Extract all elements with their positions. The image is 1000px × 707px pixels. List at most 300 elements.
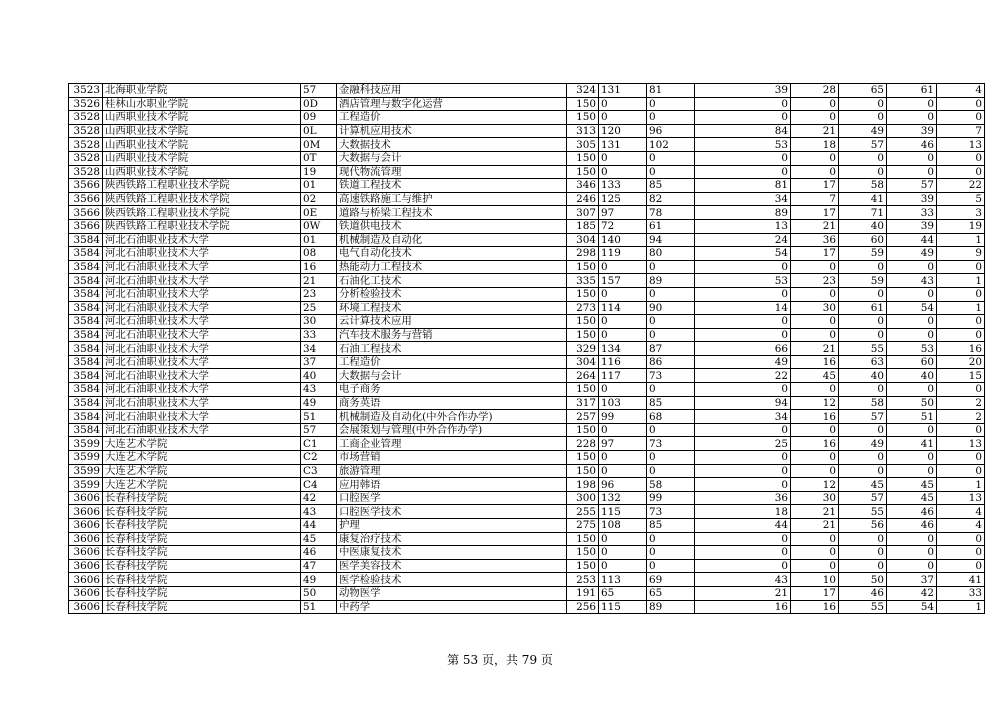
- col-10-cell: 49: [839, 437, 887, 451]
- col-10-cell: 0: [839, 451, 887, 465]
- major-code-cell: 0D: [301, 97, 337, 111]
- col-8-cell: 0: [695, 451, 791, 465]
- major-code-cell: 51: [301, 410, 337, 424]
- col-12-cell: 13: [937, 491, 985, 505]
- col-8-cell: 0: [695, 97, 791, 111]
- col-10-cell: 49: [839, 124, 887, 138]
- col-10-cell: 0: [839, 111, 887, 125]
- major-name-cell: 酒店管理与数字化运营: [337, 97, 567, 111]
- table-row: [69, 84, 985, 98]
- col-11-cell: 40: [887, 369, 937, 383]
- school-code-cell: 3584: [69, 274, 103, 288]
- plan-total-cell: 150: [567, 328, 599, 342]
- col-8-cell: 94: [695, 396, 791, 410]
- major-code-cell: 21: [301, 274, 337, 288]
- col-8-cell: 16: [695, 600, 791, 614]
- col-11-cell: 37: [887, 573, 937, 587]
- table-row: [69, 586, 985, 600]
- col-12-cell: 1: [937, 274, 985, 288]
- table-row: [69, 464, 985, 478]
- col-9-cell: 12: [791, 478, 839, 492]
- col-7-cell: 82: [647, 192, 695, 206]
- school-code-cell: 3584: [69, 233, 103, 247]
- col-11-cell: 39: [887, 219, 937, 233]
- col-11-cell: 0: [887, 383, 937, 397]
- school-code-cell: 3584: [69, 383, 103, 397]
- major-code-cell: 02: [301, 192, 337, 206]
- col-11-cell: 61: [887, 84, 937, 98]
- col-12-cell: 7: [937, 124, 985, 138]
- table-row: [69, 192, 985, 206]
- col-11-cell: 33: [887, 206, 937, 220]
- col-12-cell: 41: [937, 573, 985, 587]
- major-name-cell: 护理: [337, 519, 567, 533]
- school-name-cell: 山西职业技术学院: [103, 138, 301, 152]
- school-code-cell: 3584: [69, 355, 103, 369]
- plan-total-cell: 346: [567, 179, 599, 193]
- plan-total-cell: 150: [567, 423, 599, 437]
- school-code-cell: 3606: [69, 546, 103, 560]
- col-6-cell: 65: [599, 586, 647, 600]
- col-7-cell: 0: [647, 546, 695, 560]
- major-code-cell: C2: [301, 451, 337, 465]
- major-code-cell: 0L: [301, 124, 337, 138]
- col-9-cell: 7: [791, 192, 839, 206]
- col-12-cell: 4: [937, 505, 985, 519]
- table-row: [69, 287, 985, 301]
- major-code-cell: 43: [301, 383, 337, 397]
- col-9-cell: 0: [791, 151, 839, 165]
- col-9-cell: 0: [791, 532, 839, 546]
- col-9-cell: 30: [791, 491, 839, 505]
- col-6-cell: 134: [599, 342, 647, 356]
- plan-total-cell: 256: [567, 600, 599, 614]
- school-code-cell: 3584: [69, 328, 103, 342]
- plan-total-cell: 317: [567, 396, 599, 410]
- major-name-cell: 石油工程技术: [337, 342, 567, 356]
- col-8-cell: 0: [695, 287, 791, 301]
- col-10-cell: 0: [839, 165, 887, 179]
- col-10-cell: 56: [839, 519, 887, 533]
- school-name-cell: 山西职业技术学院: [103, 111, 301, 125]
- col-7-cell: 78: [647, 206, 695, 220]
- col-9-cell: 12: [791, 396, 839, 410]
- major-name-cell: 铁道工程技术: [337, 179, 567, 193]
- school-name-cell: 河北石油职业技术大学: [103, 274, 301, 288]
- col-7-cell: 85: [647, 179, 695, 193]
- plan-total-cell: 150: [567, 546, 599, 560]
- col-10-cell: 0: [839, 383, 887, 397]
- col-11-cell: 0: [887, 532, 937, 546]
- col-10-cell: 57: [839, 410, 887, 424]
- school-name-cell: 陕西铁路工程职业技术学院: [103, 192, 301, 206]
- school-code-cell: 3584: [69, 410, 103, 424]
- col-10-cell: 0: [839, 423, 887, 437]
- table-row: [69, 301, 985, 315]
- col-8-cell: 66: [695, 342, 791, 356]
- col-12-cell: 13: [937, 138, 985, 152]
- col-12-cell: 19: [937, 219, 985, 233]
- col-12-cell: 2: [937, 410, 985, 424]
- school-code-cell: 3523: [69, 84, 103, 98]
- col-12-cell: 16: [937, 342, 985, 356]
- col-6-cell: 0: [599, 383, 647, 397]
- col-10-cell: 40: [839, 219, 887, 233]
- major-name-cell: 大数据与会计: [337, 151, 567, 165]
- plan-total-cell: 150: [567, 260, 599, 274]
- school-code-cell: 3606: [69, 505, 103, 519]
- major-name-cell: 道路与桥梁工程技术: [337, 206, 567, 220]
- table-row: [69, 505, 985, 519]
- col-11-cell: 0: [887, 287, 937, 301]
- major-code-cell: 16: [301, 260, 337, 274]
- col-10-cell: 40: [839, 369, 887, 383]
- major-code-cell: 08: [301, 247, 337, 261]
- school-name-cell: 长春科技学院: [103, 505, 301, 519]
- col-7-cell: 99: [647, 491, 695, 505]
- school-name-cell: 河北石油职业技术大学: [103, 369, 301, 383]
- col-8-cell: 0: [695, 423, 791, 437]
- col-8-cell: 39: [695, 84, 791, 98]
- plan-total-cell: 335: [567, 274, 599, 288]
- table-row: [69, 355, 985, 369]
- col-12-cell: 15: [937, 369, 985, 383]
- school-name-cell: 河北石油职业技术大学: [103, 287, 301, 301]
- col-10-cell: 0: [839, 546, 887, 560]
- table-row: [69, 97, 985, 111]
- col-7-cell: 96: [647, 124, 695, 138]
- table-row: [69, 219, 985, 233]
- major-code-cell: C4: [301, 478, 337, 492]
- col-9-cell: 21: [791, 505, 839, 519]
- plan-total-cell: 150: [567, 151, 599, 165]
- school-code-cell: 3599: [69, 464, 103, 478]
- school-name-cell: 河北石油职业技术大学: [103, 328, 301, 342]
- school-code-cell: 3584: [69, 315, 103, 329]
- major-name-cell: 铁道供电技术: [337, 219, 567, 233]
- major-name-cell: 金融科技应用: [337, 84, 567, 98]
- plan-total-cell: 264: [567, 369, 599, 383]
- col-12-cell: 0: [937, 165, 985, 179]
- col-6-cell: 108: [599, 519, 647, 533]
- col-9-cell: 18: [791, 138, 839, 152]
- col-12-cell: 20: [937, 355, 985, 369]
- school-name-cell: 陕西铁路工程职业技术学院: [103, 206, 301, 220]
- col-8-cell: 54: [695, 247, 791, 261]
- major-code-cell: 57: [301, 84, 337, 98]
- col-7-cell: 102: [647, 138, 695, 152]
- col-7-cell: 68: [647, 410, 695, 424]
- table-row: [69, 396, 985, 410]
- major-name-cell: 口腔医学: [337, 491, 567, 505]
- col-10-cell: 65: [839, 84, 887, 98]
- plan-total-cell: 150: [567, 559, 599, 573]
- col-8-cell: 22: [695, 369, 791, 383]
- col-11-cell: 46: [887, 505, 937, 519]
- col-9-cell: 17: [791, 179, 839, 193]
- major-name-cell: 口腔医学技术: [337, 505, 567, 519]
- col-10-cell: 57: [839, 491, 887, 505]
- major-name-cell: 商务英语: [337, 396, 567, 410]
- col-10-cell: 0: [839, 328, 887, 342]
- col-8-cell: 13: [695, 219, 791, 233]
- col-10-cell: 50: [839, 573, 887, 587]
- school-code-cell: 3606: [69, 600, 103, 614]
- col-9-cell: 23: [791, 274, 839, 288]
- col-8-cell: 25: [695, 437, 791, 451]
- plan-total-cell: 150: [567, 315, 599, 329]
- col-9-cell: 0: [791, 97, 839, 111]
- table-row: [69, 315, 985, 329]
- plan-total-cell: 300: [567, 491, 599, 505]
- major-name-cell: 动物医学: [337, 586, 567, 600]
- col-12-cell: 22: [937, 179, 985, 193]
- table-row: [69, 600, 985, 614]
- col-9-cell: 16: [791, 410, 839, 424]
- school-code-cell: 3528: [69, 138, 103, 152]
- col-11-cell: 39: [887, 124, 937, 138]
- col-6-cell: 103: [599, 396, 647, 410]
- col-7-cell: 0: [647, 315, 695, 329]
- col-9-cell: 0: [791, 546, 839, 560]
- school-name-cell: 大连艺术学院: [103, 478, 301, 492]
- col-8-cell: 34: [695, 192, 791, 206]
- col-6-cell: 96: [599, 478, 647, 492]
- school-code-cell: 3566: [69, 179, 103, 193]
- major-code-cell: 0E: [301, 206, 337, 220]
- school-code-cell: 3606: [69, 491, 103, 505]
- col-12-cell: 0: [937, 423, 985, 437]
- major-name-cell: 工程造价: [337, 355, 567, 369]
- col-9-cell: 0: [791, 165, 839, 179]
- col-6-cell: 0: [599, 451, 647, 465]
- school-name-cell: 大连艺术学院: [103, 437, 301, 451]
- plan-total-cell: 257: [567, 410, 599, 424]
- major-name-cell: 医学检验技术: [337, 573, 567, 587]
- school-code-cell: 3599: [69, 451, 103, 465]
- col-9-cell: 0: [791, 260, 839, 274]
- col-11-cell: 57: [887, 179, 937, 193]
- major-name-cell: 工程造价: [337, 111, 567, 125]
- col-12-cell: 4: [937, 84, 985, 98]
- col-11-cell: 45: [887, 491, 937, 505]
- school-name-cell: 长春科技学院: [103, 546, 301, 560]
- major-name-cell: 中药学: [337, 600, 567, 614]
- col-12-cell: 0: [937, 559, 985, 573]
- school-code-cell: 3584: [69, 260, 103, 274]
- col-7-cell: 81: [647, 84, 695, 98]
- table-row: [69, 437, 985, 451]
- plan-total-cell: 150: [567, 532, 599, 546]
- col-10-cell: 0: [839, 464, 887, 478]
- plan-total-cell: 150: [567, 111, 599, 125]
- col-9-cell: 21: [791, 519, 839, 533]
- col-7-cell: 73: [647, 505, 695, 519]
- col-11-cell: 50: [887, 396, 937, 410]
- col-7-cell: 73: [647, 369, 695, 383]
- school-name-cell: 北海职业学院: [103, 84, 301, 98]
- major-code-cell: 30: [301, 315, 337, 329]
- col-11-cell: 60: [887, 355, 937, 369]
- school-name-cell: 河北石油职业技术大学: [103, 301, 301, 315]
- data-table: [68, 83, 985, 614]
- major-code-cell: 57: [301, 423, 337, 437]
- col-6-cell: 0: [599, 151, 647, 165]
- school-code-cell: 3584: [69, 396, 103, 410]
- school-name-cell: 长春科技学院: [103, 573, 301, 587]
- school-name-cell: 桂林山水职业学院: [103, 97, 301, 111]
- col-11-cell: 0: [887, 423, 937, 437]
- col-7-cell: 0: [647, 260, 695, 274]
- col-10-cell: 0: [839, 151, 887, 165]
- col-6-cell: 0: [599, 328, 647, 342]
- col-6-cell: 116: [599, 355, 647, 369]
- plan-total-cell: 246: [567, 192, 599, 206]
- school-name-cell: 山西职业技术学院: [103, 151, 301, 165]
- col-11-cell: 51: [887, 410, 937, 424]
- col-11-cell: 46: [887, 519, 937, 533]
- major-name-cell: 分析检验技术: [337, 287, 567, 301]
- major-name-cell: 环境工程技术: [337, 301, 567, 315]
- col-12-cell: 0: [937, 97, 985, 111]
- col-9-cell: 0: [791, 464, 839, 478]
- major-code-cell: 49: [301, 396, 337, 410]
- plan-total-cell: 307: [567, 206, 599, 220]
- table-row: [69, 206, 985, 220]
- school-name-cell: 长春科技学院: [103, 559, 301, 573]
- col-12-cell: 3: [937, 206, 985, 220]
- school-code-cell: 3528: [69, 165, 103, 179]
- col-12-cell: 1: [937, 301, 985, 315]
- col-9-cell: 16: [791, 355, 839, 369]
- col-9-cell: 30: [791, 301, 839, 315]
- plan-total-cell: 275: [567, 519, 599, 533]
- col-12-cell: 0: [937, 451, 985, 465]
- col-6-cell: 0: [599, 423, 647, 437]
- school-code-cell: 3606: [69, 573, 103, 587]
- col-6-cell: 0: [599, 315, 647, 329]
- col-8-cell: 14: [695, 301, 791, 315]
- col-9-cell: 28: [791, 84, 839, 98]
- col-10-cell: 71: [839, 206, 887, 220]
- table-row: [69, 111, 985, 125]
- col-10-cell: 59: [839, 247, 887, 261]
- col-6-cell: 0: [599, 532, 647, 546]
- plan-total-cell: 329: [567, 342, 599, 356]
- major-name-cell: 会展策划与管理(中外合作办学): [337, 423, 567, 437]
- school-name-cell: 大连艺术学院: [103, 464, 301, 478]
- school-name-cell: 陕西铁路工程职业技术学院: [103, 179, 301, 193]
- major-code-cell: C3: [301, 464, 337, 478]
- table-row: [69, 423, 985, 437]
- col-9-cell: 16: [791, 437, 839, 451]
- plan-total-cell: 255: [567, 505, 599, 519]
- school-name-cell: 大连艺术学院: [103, 451, 301, 465]
- plan-total-cell: 305: [567, 138, 599, 152]
- school-name-cell: 河北石油职业技术大学: [103, 315, 301, 329]
- col-11-cell: 54: [887, 600, 937, 614]
- col-9-cell: 17: [791, 586, 839, 600]
- plan-total-cell: 228: [567, 437, 599, 451]
- col-9-cell: 0: [791, 423, 839, 437]
- table-row: [69, 165, 985, 179]
- school-name-cell: 河北石油职业技术大学: [103, 423, 301, 437]
- table-row: [69, 274, 985, 288]
- table-row: [69, 369, 985, 383]
- col-12-cell: 0: [937, 383, 985, 397]
- table-row: [69, 532, 985, 546]
- table-row: [69, 328, 985, 342]
- col-11-cell: 0: [887, 328, 937, 342]
- col-9-cell: 17: [791, 247, 839, 261]
- plan-total-cell: 150: [567, 464, 599, 478]
- col-7-cell: 90: [647, 301, 695, 315]
- major-code-cell: 46: [301, 546, 337, 560]
- col-12-cell: 0: [937, 546, 985, 560]
- col-8-cell: 53: [695, 138, 791, 152]
- col-10-cell: 63: [839, 355, 887, 369]
- col-10-cell: 0: [839, 532, 887, 546]
- col-8-cell: 49: [695, 355, 791, 369]
- col-6-cell: 99: [599, 410, 647, 424]
- col-6-cell: 133: [599, 179, 647, 193]
- school-code-cell: 3528: [69, 124, 103, 138]
- major-code-cell: 0W: [301, 219, 337, 233]
- major-code-cell: 42: [301, 491, 337, 505]
- school-code-cell: 3526: [69, 97, 103, 111]
- col-11-cell: 43: [887, 274, 937, 288]
- col-11-cell: 0: [887, 151, 937, 165]
- col-8-cell: 0: [695, 559, 791, 573]
- major-code-cell: 44: [301, 519, 337, 533]
- major-name-cell: 热能动力工程技术: [337, 260, 567, 274]
- col-7-cell: 0: [647, 451, 695, 465]
- school-code-cell: 3606: [69, 559, 103, 573]
- col-10-cell: 59: [839, 274, 887, 288]
- major-name-cell: 康复治疗技术: [337, 532, 567, 546]
- table-row: [69, 519, 985, 533]
- col-8-cell: 44: [695, 519, 791, 533]
- col-9-cell: 21: [791, 219, 839, 233]
- major-code-cell: 34: [301, 342, 337, 356]
- col-7-cell: 0: [647, 97, 695, 111]
- col-8-cell: 0: [695, 151, 791, 165]
- col-7-cell: 69: [647, 573, 695, 587]
- col-8-cell: 36: [695, 491, 791, 505]
- school-code-cell: 3606: [69, 532, 103, 546]
- col-11-cell: 0: [887, 260, 937, 274]
- col-7-cell: 0: [647, 559, 695, 573]
- col-12-cell: 5: [937, 192, 985, 206]
- col-12-cell: 33: [937, 586, 985, 600]
- table-row: [69, 451, 985, 465]
- table-row: [69, 342, 985, 356]
- school-name-cell: 河北石油职业技术大学: [103, 410, 301, 424]
- col-10-cell: 0: [839, 97, 887, 111]
- col-10-cell: 60: [839, 233, 887, 247]
- col-9-cell: 21: [791, 342, 839, 356]
- col-11-cell: 39: [887, 192, 937, 206]
- col-6-cell: 0: [599, 546, 647, 560]
- col-10-cell: 46: [839, 586, 887, 600]
- col-8-cell: 0: [695, 383, 791, 397]
- col-6-cell: 97: [599, 437, 647, 451]
- col-6-cell: 131: [599, 84, 647, 98]
- col-6-cell: 0: [599, 165, 647, 179]
- col-8-cell: 34: [695, 410, 791, 424]
- major-name-cell: 旅游管理: [337, 464, 567, 478]
- col-9-cell: 21: [791, 124, 839, 138]
